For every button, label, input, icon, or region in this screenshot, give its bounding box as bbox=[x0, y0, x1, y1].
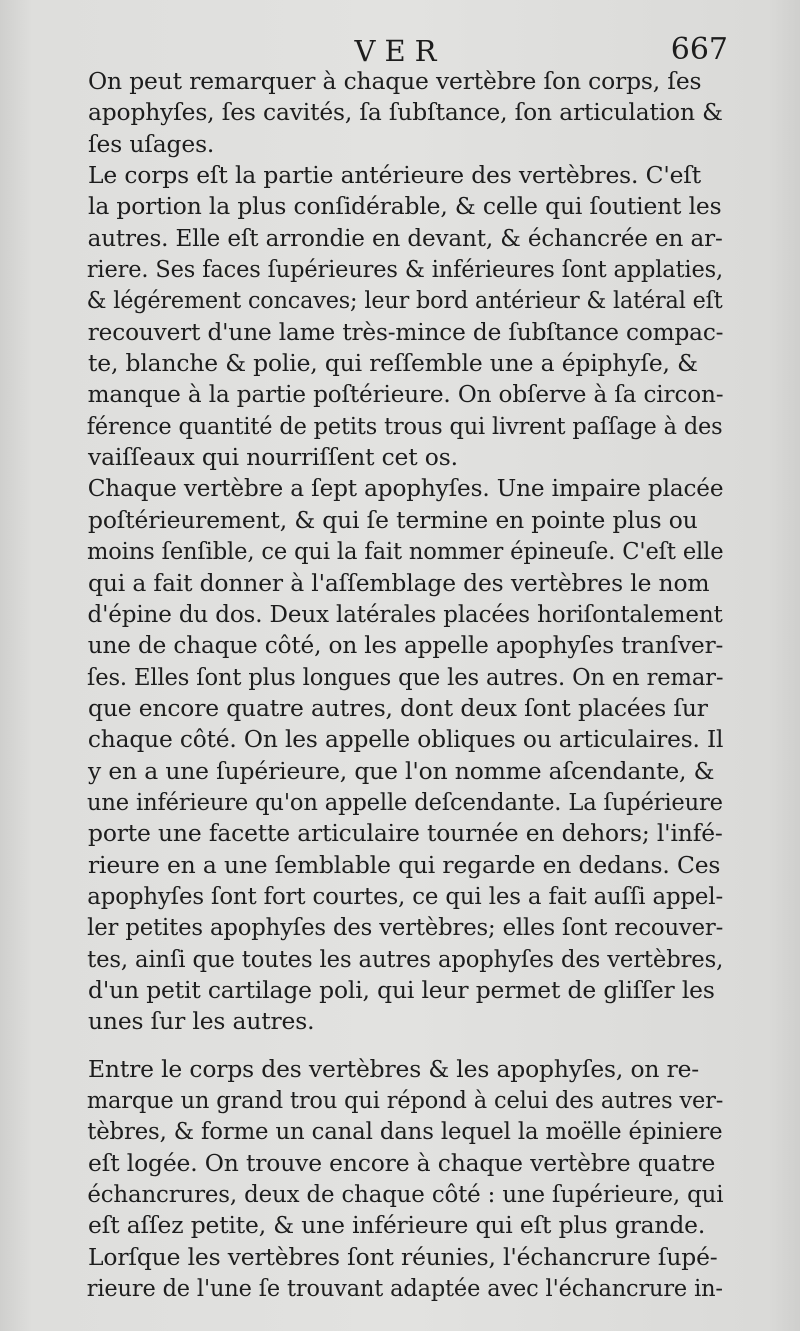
paragraph-2 bbox=[58, 160, 723, 473]
text-line: & légérement concaves; leur bord antérieur & latéral eſt bbox=[86, 286, 723, 315]
text-line: d'épine du dos. Deux latérales placées horiſontalement bbox=[87, 599, 723, 628]
text-line: rieure en a une ſemblable qui regarde en dedans. Ces bbox=[88, 850, 721, 879]
text-line: d'un petit cartilage poli, qui leur permet de gliſſer les bbox=[88, 975, 715, 1004]
text-line: On peut remarquer à chaque vertèbre ſon corps, ſes bbox=[88, 67, 702, 95]
text-line: moins ſenſible, ce qui la fait nommer épineuſe. C'eſt elle bbox=[86, 537, 724, 566]
text-line: tèbres, & forme un canal dans lequel la moëlle épiniere bbox=[87, 1117, 723, 1146]
text-line: échancrures, deux de chaque côté : une ſupérieure, qui bbox=[87, 1180, 724, 1209]
text-line: Chaque vertèbre a ſept apophyſes. Une impaire placée bbox=[87, 474, 724, 503]
text-line: une inférieure qu'on appelle deſcendante. La ſupérieure bbox=[86, 787, 723, 816]
text-line: chaque côté. On les appelle obliques ou articulaires. Il bbox=[87, 725, 724, 754]
paragraph-3 bbox=[58, 473, 723, 1037]
paragraph-spacing bbox=[58, 1038, 723, 1054]
text-line: eſt logée. On trouve encore à chaque vertèbre quatre bbox=[88, 1148, 716, 1177]
text-line: autres. Elle eſt arrondie en devant, & échancrée en ar- bbox=[87, 223, 723, 252]
text-line: vaiſſeaux qui nourriſſent cet os. bbox=[88, 443, 458, 472]
text-line: marque un grand trou qui répond à celui des autres ver- bbox=[86, 1086, 724, 1114]
body-text bbox=[58, 66, 723, 1304]
text-line: recouvert d'une lame très-mince de ſubſtance compac- bbox=[87, 317, 724, 346]
text-line: ler petites apophyſes des vertèbres; elles ſont recouver- bbox=[87, 913, 724, 942]
text-line: ſes. Elles ſont plus longues que les autres. On en remar- bbox=[86, 662, 724, 691]
text-line: ſes uſages. bbox=[88, 129, 215, 158]
text-line: Le corps eſt la partie antérieure des vertèbres. C'eſt bbox=[88, 161, 702, 190]
text-line: poſtérieurement, & qui ſe termine en pointe plus ou bbox=[88, 505, 698, 534]
text-line: porte une facette articulaire tournée en dehors; l'infé- bbox=[88, 819, 723, 848]
text-line: qui a fait donner à l'aſſemblage des vertèbres le nom bbox=[88, 568, 710, 597]
text-line: rieure de l'une ſe trouvant adaptée avec l'échancrure in- bbox=[86, 1274, 723, 1303]
page-number: 667 bbox=[670, 32, 728, 67]
text-line: apophyſes ſont fort courtes, ce qui les a fait auſſi appel- bbox=[87, 881, 724, 910]
running-head: VER bbox=[354, 34, 446, 68]
text-line: que encore quatre autres, dont deux ſont placées ſur bbox=[88, 693, 708, 722]
text-line: apophyſes, ſes cavités, ſa ſubſtance, ſon articulation & bbox=[87, 98, 723, 127]
text-line: te, blanche & polie, qui reſſemble une a épiphyſe, & bbox=[88, 349, 698, 378]
text-line: unes ſur les autres. bbox=[88, 1007, 315, 1036]
text-line: tes, ainſi que toutes les autres apophyſes des vertèbres, bbox=[87, 944, 724, 973]
text-line: férence quantité de petits trous qui livrent paſſage à des bbox=[86, 411, 723, 440]
paragraph-4 bbox=[58, 1054, 723, 1305]
text-line: riere. Ses faces ſupérieures & inférieures ſont applaties, bbox=[86, 255, 724, 284]
text-line: Entre le corps des vertèbres & les apophyſes, on re- bbox=[88, 1054, 700, 1083]
text-line: manque à la partie poſtérieure. On obſerve à ſa circon- bbox=[87, 380, 724, 409]
paragraph-1 bbox=[58, 66, 723, 160]
text-line: une de chaque côté, on les appelle apophyſes tranſver- bbox=[87, 631, 724, 660]
text-line: Lorſque les vertèbres ſont réunies, l'échancrure ſupé- bbox=[88, 1242, 718, 1271]
text-line: la portion la plus conſidérable, & celle qui ſoutient les bbox=[88, 192, 722, 221]
text-line: y en a une ſupérieure, que l'on nomme aſcendante, & bbox=[88, 756, 715, 785]
text-line: eſt aſſez petite, & une inférieure qui eſt plus grande. bbox=[88, 1211, 706, 1240]
